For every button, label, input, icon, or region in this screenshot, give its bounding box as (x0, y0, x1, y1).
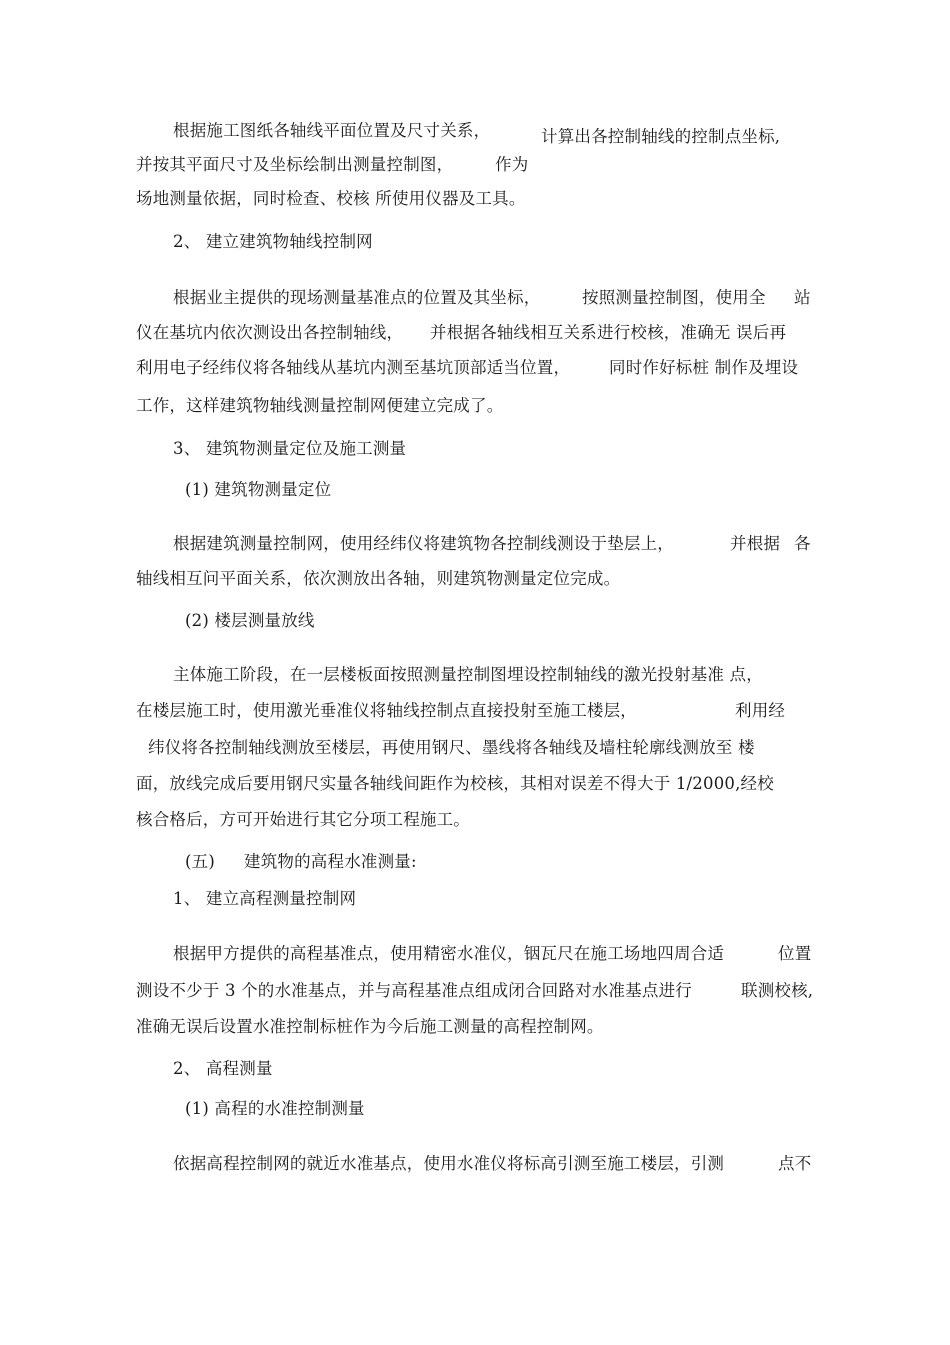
text-line: 联测校核, (741, 981, 814, 1000)
section-heading: 建筑物的高程水准测量: (244, 852, 417, 871)
section-heading: 1、 建立高程测量控制网 (173, 889, 357, 908)
text-line: 依据高程控制网的就近水准基点，使用水准仪将标高引测至施工楼层，引测 (173, 1154, 725, 1173)
text-line: 根据甲方提供的高程基准点，使用精密水准仪，铟瓦尺在施工场地四周合适 (173, 944, 725, 963)
text-line: 并根据各轴线相互关系进行校核，准确无 误后再 (430, 323, 787, 342)
text-line: 测设不少于 3 个的水准基点，并与高程基准点组成闭合回路对水准基点进行 (136, 981, 692, 1000)
sub-heading: (2) 楼层测量放线 (185, 611, 315, 630)
text-line: 根据业主提供的现场测量基准点的位置及其坐标， (173, 288, 541, 307)
text-line: 同时作好标桩 制作及埋设 (609, 358, 799, 377)
text-line: 主体施工阶段，在一层楼板面按照测量控制图埋设控制轴线的激光投射基准 点， (173, 665, 763, 684)
sub-heading: (1) 高程的水准控制测量 (185, 1099, 365, 1118)
section-heading: 2、 建立建筑物轴线控制网 (173, 232, 373, 251)
text-line: 利用电子经纬仪将各轴线从基坑内测至基坑顶部适当位置， (136, 358, 571, 377)
text-line: 仪在基坑内依次测设出各控制轴线， (136, 323, 404, 342)
text-line: 点不 (778, 1154, 812, 1173)
text-line: 工作，这样建筑物轴线测量控制网便建立完成了。 (136, 396, 504, 415)
text-line: 位置 (778, 944, 812, 963)
text-line: 根据施工图纸各轴线平面位置及尺寸关系， (173, 121, 491, 140)
section-number: (五) (185, 852, 215, 871)
sub-heading: (1) 建筑物测量定位 (185, 480, 332, 499)
text-line: 准确无误后设置水准控制标桩作为今后施工测量的高程控制网。 (136, 1017, 604, 1036)
text-line: 在楼层施工时，使用激光垂准仪将轴线控制点直接投射至施工楼层， (136, 701, 637, 720)
text-line: 计算出各控制轴线的控制点坐标, (541, 127, 781, 146)
text-line: 纬仪将各控制轴线测放至楼层，再使用钢尺、墨线将各轴线及墙柱轮廓线测放至 楼 (148, 738, 755, 757)
text-line: 各 (794, 534, 811, 553)
text-line: 按照测量控制图，使用全 (582, 288, 766, 307)
text-line: 轴线相互问平面关系，依次测放出各轴，则建筑物测量定位完成。 (136, 569, 621, 588)
text-line: 场地测量依据，同时检查、校核 所使用仪器及工具。 (136, 189, 526, 208)
text-line: 面，放线完成后要用钢尺实量各轴线间距作为校核，其相对误差不得大于 1/2000,经校 (136, 774, 774, 793)
text-line: 并按其平面尺寸及坐标绘制出测量控制图， (136, 155, 454, 174)
text-line: 并根据 (730, 534, 781, 553)
text-line: 站 (794, 288, 811, 307)
text-line: 核合格后，方可开始进行其它分项工程施工。 (136, 810, 470, 829)
section-heading: 3、 建筑物测量定位及施工测量 (173, 439, 407, 458)
text-line: 作为 (495, 155, 529, 174)
text-line: 根据建筑测量控制网，使用经纬仪将建筑物各控制线测设于垫层上， (173, 534, 674, 553)
text-line: 利用经 (735, 701, 786, 720)
section-heading: 2、 高程测量 (173, 1059, 273, 1078)
